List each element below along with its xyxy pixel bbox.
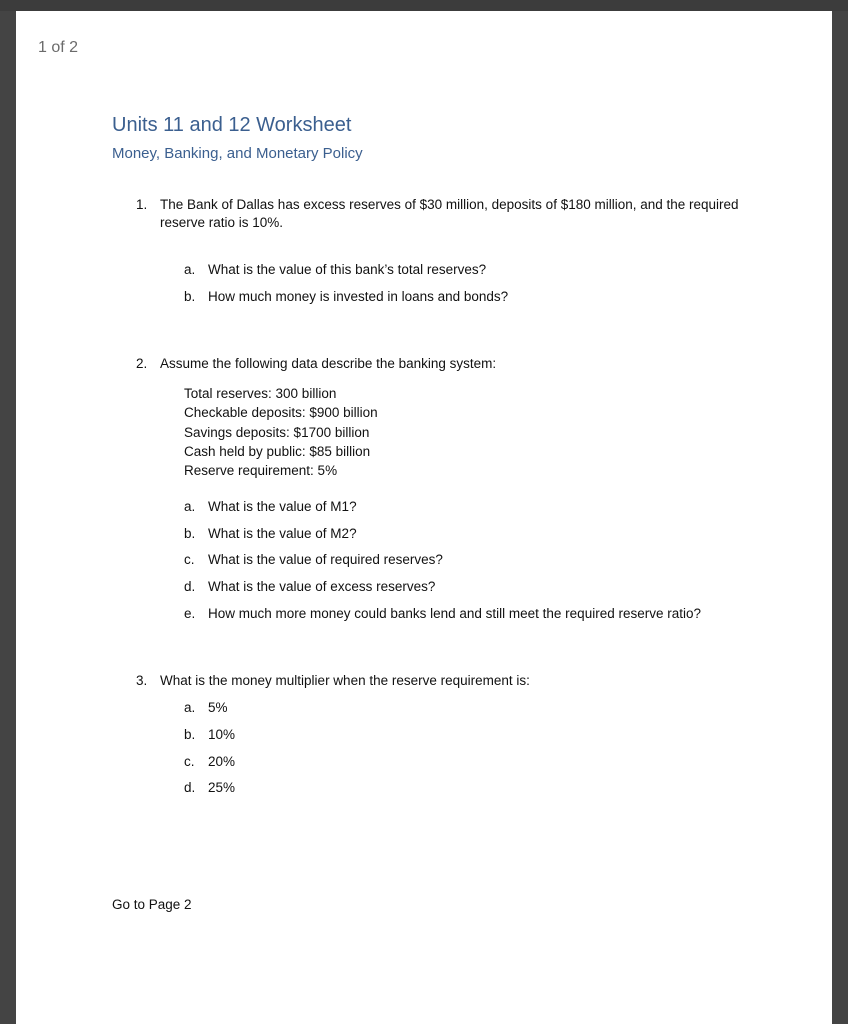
part-letter: e. [184,606,196,621]
part-text: How much money is invested in loans and bonds? [208,289,509,304]
question-2-part-b [184,526,357,541]
data-line-total-reserves: Total reserves: 300 billion [184,386,337,401]
question-3-part-c [184,754,235,769]
document-title: Units 11 and 12 Worksheet [112,114,352,136]
part-letter: d. [184,780,196,795]
part-text: 25% [208,780,236,795]
data-line-reserve-requirement: Reserve requirement: 5% [184,463,338,478]
viewer-top-bar [0,0,848,11]
part-letter: c. [184,552,195,567]
part-text: What is the value of this bank’s total reserves? [208,262,487,277]
question-2-number: 2. [136,356,148,371]
part-text: 5% [208,700,228,715]
document-subtitle: Money, Banking, and Monetary Policy [112,145,363,162]
question-1-number: 1. [136,197,148,212]
go-to-page-2-text: Go to Page 2 [112,897,192,912]
part-text: 20% [208,754,236,769]
question-2-part-c [184,552,443,567]
part-text: What is the value of required reserves? [208,552,443,567]
question-3-part-d [184,780,235,795]
page-indicator: 1 of 2 [38,39,79,56]
question-3-part-a [184,700,228,715]
data-line-cash-held: Cash held by public: $85 billion [184,444,371,459]
part-letter: b. [184,727,196,742]
part-text: How much more money could banks lend and still meet the required reserve ratio? [208,606,701,621]
part-letter: a. [184,262,196,277]
part-letter: b. [184,526,196,541]
question-2-text: Assume the following data describe the banking system: [160,356,497,371]
question-1-part-b [184,289,508,304]
question-2-part-e [184,606,701,621]
question-2-part-d [184,579,435,594]
part-letter: d. [184,579,196,594]
question-1-part-a [184,262,486,277]
part-text: 10% [208,727,236,742]
part-text: What is the value of M1? [208,499,357,514]
part-letter: c. [184,754,195,769]
part-text: What is the value of M2? [208,526,357,541]
part-letter: b. [184,289,196,304]
question-3-number: 3. [136,673,148,688]
question-1-text-line1: The Bank of Dallas has excess reserves of $30 million, deposits of $180 million, and the required [160,197,739,212]
part-letter: a. [184,700,196,715]
data-line-savings-deposits: Savings deposits: $1700 billion [184,425,370,440]
question-3-text: What is the money multiplier when the reserve requirement is: [160,673,530,688]
part-text: What is the value of excess reserves? [208,579,436,594]
question-3-part-b [184,727,235,742]
question-2-part-a [184,499,357,514]
question-1-text-line2: reserve ratio is 10%. [160,215,284,230]
part-letter: a. [184,499,196,514]
data-line-checkable-deposits: Checkable deposits: $900 billion [184,405,378,420]
document-page [16,11,832,1024]
